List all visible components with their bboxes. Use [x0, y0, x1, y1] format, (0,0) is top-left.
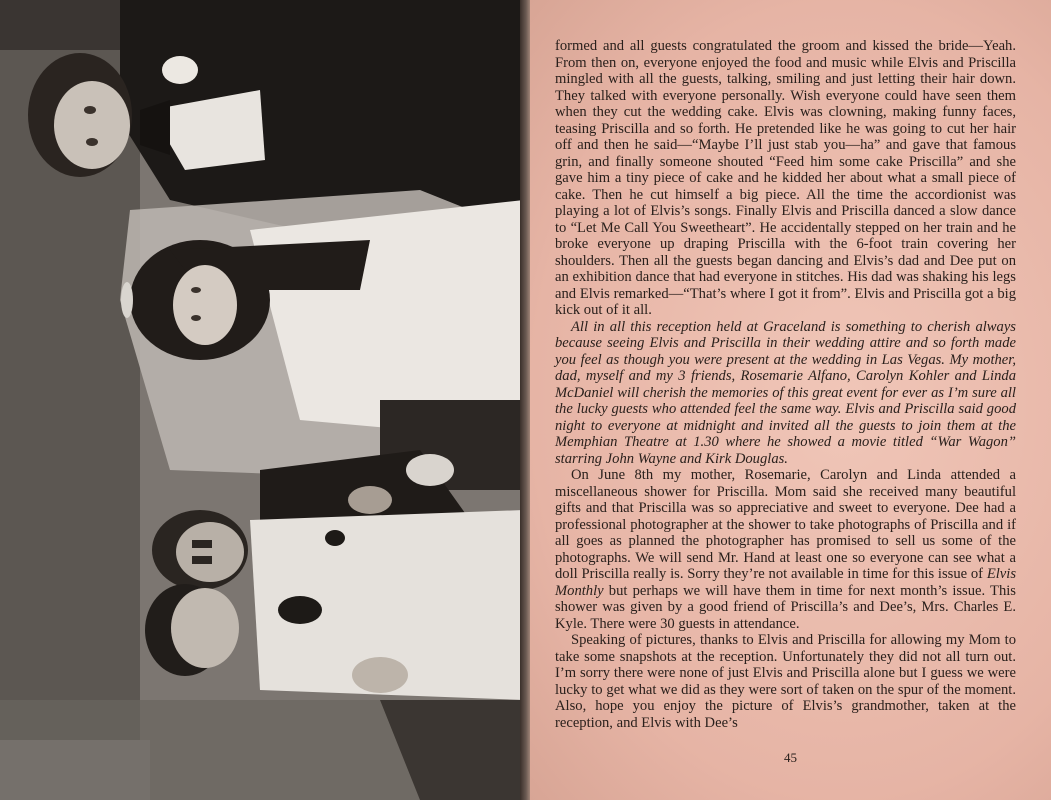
- paragraph-shower: [555, 467, 1016, 632]
- text-page: [530, 0, 1051, 800]
- paragraph-cherish: All in all this reception held at Graceland is something to cherish always because seeing Elvis and Priscilla in their wedding attire and so forth made you feel as though you were present at the wedding in Las Vegas. My mother, dad, myself and my 3 friends, Rosemarie Alfano, Carolyn Kohler and Linda McDaniel will cherish the memories of this great event for ever as I’m sure all the lucky guests who attended feel the same way. Elvis and Priscilla said good night to everyone at midnight and invited all the guests to join them at the Memphian Theatre at 1.30 where he showed a movie titled “War Wagon” starring John Wayne and Kirk Douglas.: [555, 318, 1016, 467]
- shower-text-after: but perhaps we will have them in time for next month’s issue. This shower was given by a good friend of Priscilla’s and Dee’s, Mrs. Charles E. Kyle. There were 30 guests in attendance.: [555, 582, 1016, 632]
- paragraph-reception: formed and all guests congratulated the groom and kissed the bride—Yeah. From then on, everyone enjoyed the food and music while Elvis and Priscilla mingled with all the guests, talking, smiling and just letting their hair down. They talked with everyone personally. Wish everyone could have seen them when they cut the wedding cake. Elvis was clowning, making funny faces, teasing Priscilla and so forth. He pretended like he was going to cut her hair off and then he said—“Maybe I’ll just stab you—ha” and gave that famous grin, and finally someone shouted “Feed him some cake Priscilla” and she gave him a tiny piece of cake and he kidded her about what a small piece of cake. Then he cut himself a big piece. All the time the accordionist was playing a lot of Elvis’s songs. Finally Elvis and Priscilla danced a slow dance to “Let Me Call You Sweetheart”. He accidentally stepped on her train and he broke everyone up draping Priscilla with the 6-foot train covering her shoulders. Then all the guests began dancing and Elvis’s dad and Dee put on an exhibition dance that had everyone in stitches. His dad was shaking his legs and Elvis remarked—“That’s where I got it from”. Elvis and Priscilla got a big kick out of it all.: [555, 38, 1016, 318]
- wedding-reception-photo: [0, 0, 524, 800]
- magazine-title: Elvis Monthly: [555, 566, 1016, 599]
- paragraph-pictures: Speaking of pictures, thanks to Elvis and Priscilla for allowing my Mom to take some snapshots at the reception. Unfortunately they did not all turn out. I’m sorry there were none of just Elvis and Priscilla alone but I guess we were lucky to get what we did as they were sort of taken on the spur of the moment. Also, hope you enjoy the picture of Elvis’s grandmother, taken at the reception, and Elvis with Dee’s: [555, 632, 1016, 731]
- article-body: [555, 38, 1016, 731]
- page-number: 45: [784, 750, 797, 765]
- shower-text-before: On June 8th my mother, Rosemarie, Carolyn and Linda attended a miscellaneous shower for Priscilla. Mom said she received many beautiful gifts and that Priscilla was so appreciative and sweet to everyone. Dee had a professional photographer at the shower to take photographs of Priscilla and if all goes as planned the photographer has promised to sell us some of the photographs. We will send Mr. Hand at least one so everyone can see what a doll Priscilla really is. Sorry they’re not available in time for this issue of: [555, 467, 1016, 582]
- photo-page: [0, 0, 524, 800]
